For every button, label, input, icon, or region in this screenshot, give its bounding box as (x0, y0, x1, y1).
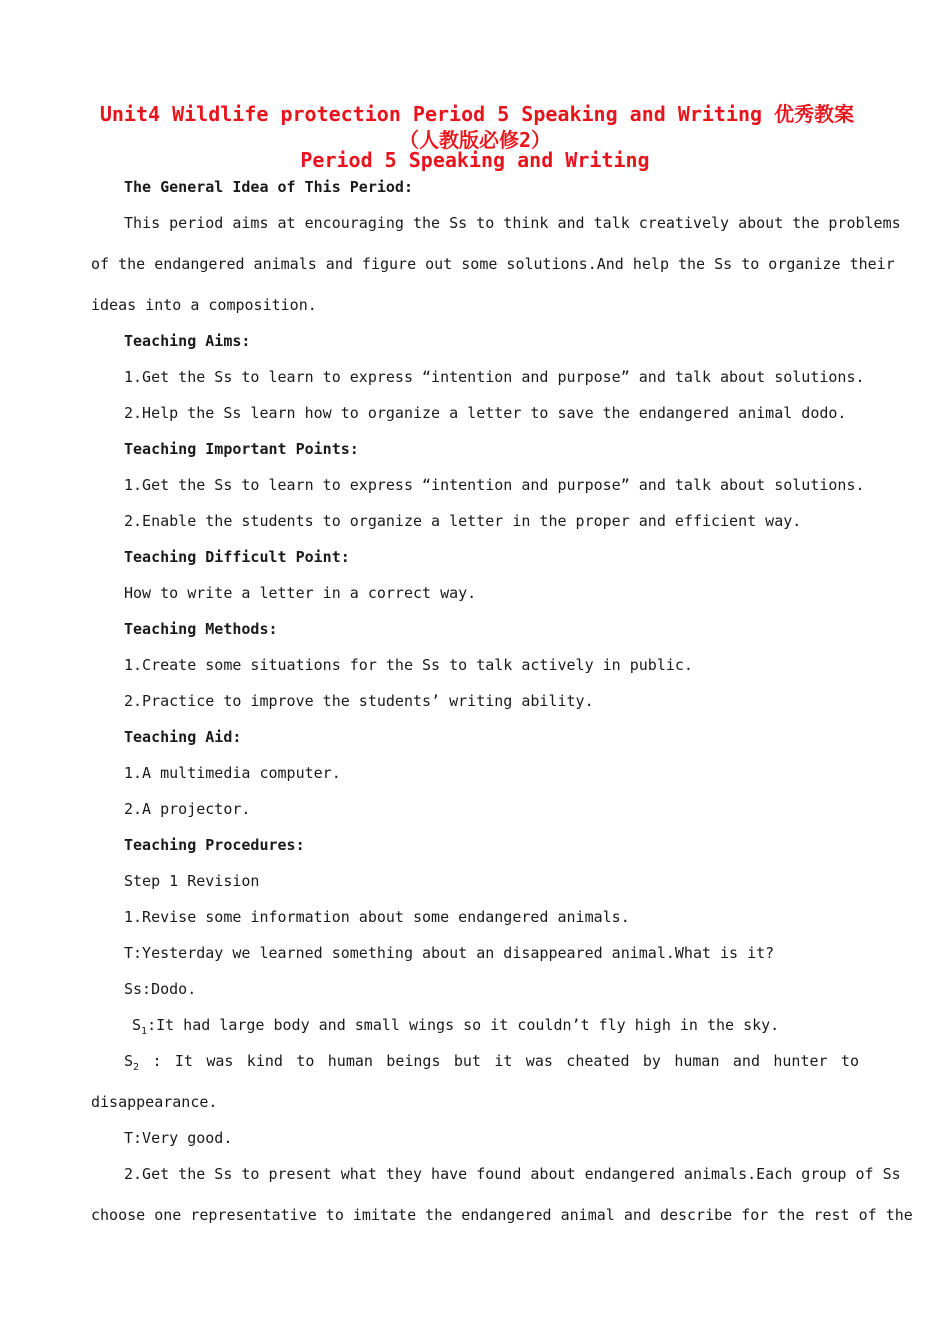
procedure-text: 2.Get the Ss to present what they have found about endangered animals.Each group of Ss (124, 1165, 901, 1183)
list-item: 1.Create some situations for the Ss to talk actively in public. (124, 656, 693, 674)
list-item: 2.A projector. (124, 800, 251, 818)
difficult-point-text: How to write a letter in a correct way. (124, 584, 477, 602)
document-title: Unit4 Wildlife protection Period 5 Speaking and Writing 优秀教案 (99, 102, 855, 126)
list-item: 1.A multimedia computer. (124, 764, 341, 782)
speaker-label: S (132, 1016, 142, 1034)
document-subtitle: （人教版必修2） (398, 128, 552, 152)
teaching-procedures-heading: Teaching Procedures: (124, 836, 305, 854)
dialogue-line: disappearance. (91, 1093, 218, 1111)
general-idea-text: This period aims at encouraging the Ss to think and talk creatively about the problems (124, 214, 901, 232)
list-item: 1.Get the Ss to learn to express “intention and purpose” and talk about solutions. (124, 368, 865, 386)
general-idea-heading: The General Idea of This Period: (124, 178, 413, 196)
list-item: 2.Enable the students to organize a letter in the proper and efficient way. (124, 512, 802, 530)
difficult-point-heading: Teaching Difficult Point: (124, 548, 350, 566)
dialogue-text: : It was kind to human beings but it was cheated by human and hunter to (139, 1052, 859, 1070)
list-item: 2.Practice to improve the students’ writing ability. (124, 692, 594, 710)
teaching-methods-heading: Teaching Methods: (124, 620, 278, 638)
list-item: 1.Get the Ss to learn to express “intention and purpose” and talk about solutions. (124, 476, 865, 494)
period-title: Period 5 Speaking and Writing (300, 148, 650, 172)
teaching-aid-heading: Teaching Aid: (124, 728, 242, 746)
dialogue-line (124, 1051, 859, 1078)
dialogue-line (132, 1015, 779, 1042)
dialogue-line: T:Very good. (124, 1129, 233, 1147)
procedure-text: choose one representative to imitate the endangered animal and describe for the rest of the (91, 1206, 913, 1224)
general-idea-text: of the endangered animals and figure out some solutions.And help the Ss to organize their (91, 255, 895, 273)
speaker-subscript: 2 (133, 1062, 140, 1073)
speaker-label: S (124, 1052, 134, 1070)
procedure-text: 1.Revise some information about some endangered animals. (124, 908, 630, 926)
general-idea-text: ideas into a composition. (91, 296, 317, 314)
list-item: 2.Help the Ss learn how to organize a letter to save the endangered animal dodo. (124, 404, 847, 422)
step-heading: Step 1 Revision (124, 872, 260, 890)
dialogue-line: Ss:Dodo. (124, 980, 197, 998)
important-points-heading: Teaching Important Points: (124, 440, 359, 458)
dialogue-text: :It had large body and small wings so it couldn’t fly high in the sky. (147, 1016, 780, 1034)
speaker-subscript: 1 (141, 1026, 148, 1037)
teaching-aims-heading: Teaching Aims: (124, 332, 251, 350)
dialogue-line: T:Yesterday we learned something about an disappeared animal.What is it? (124, 944, 775, 962)
